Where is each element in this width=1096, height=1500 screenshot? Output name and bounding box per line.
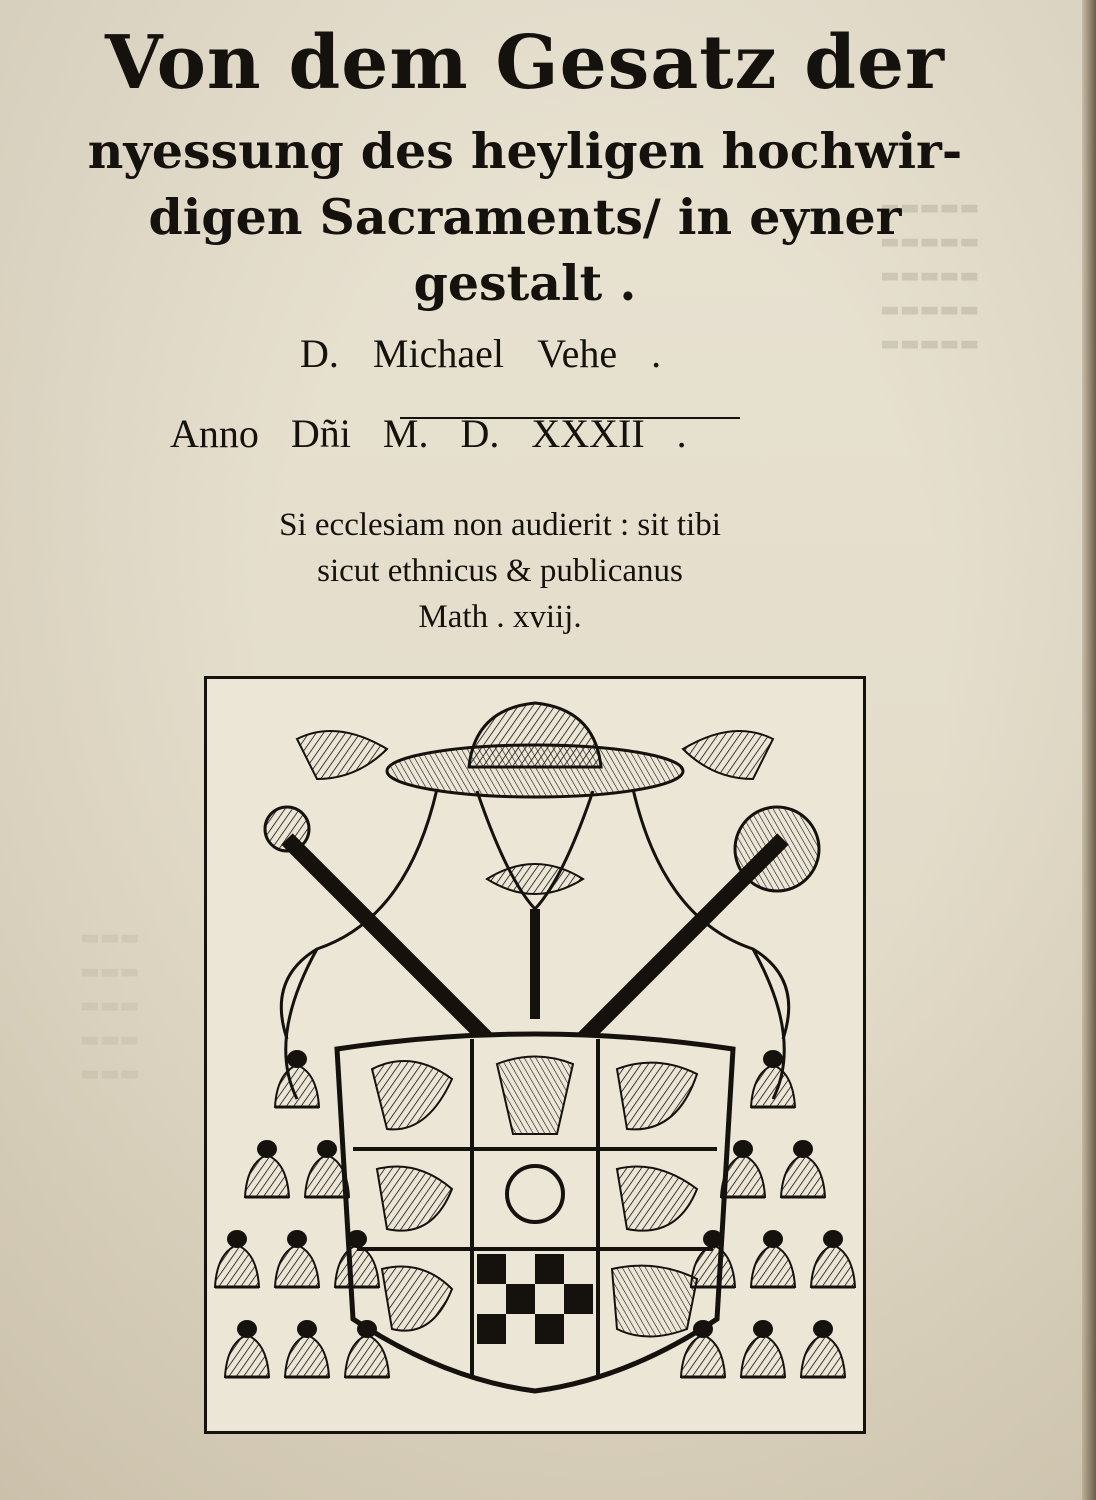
title-block — [60, 8, 990, 316]
date-line: Anno Dñi M. D. XXXII . — [170, 411, 687, 456]
title-line-1: Von dem Gesatz der — [104, 20, 946, 106]
motto-line-3: Math . xviij. — [418, 599, 582, 635]
author-line: D. Michael Vehe . — [300, 331, 662, 376]
title-line-3: digen Sacraments/ in eyner — [148, 188, 902, 246]
title-line-4: gestalt . — [413, 254, 637, 312]
show-through-text-left: ▬▬▬ ▬▬▬ ▬▬▬ ▬▬▬ ▬▬▬ — [80, 925, 140, 1085]
page-edge — [1082, 0, 1096, 1500]
motto-line-2: sicut ethnicus & publicanus — [317, 553, 683, 589]
title-line-2: nyessung des heyligen hochwir- — [87, 122, 963, 180]
motto — [200, 502, 800, 640]
woodcut-frame — [204, 676, 866, 1434]
shield-icon — [337, 1034, 733, 1391]
coat-of-arms-woodcut — [207, 679, 863, 1431]
motto-line-1: Si ecclesiam non audierit : sit tibi — [279, 507, 721, 543]
show-through-text: ▬▬▬▬▬ ▬▬▬▬▬ ▬▬▬▬▬ ▬▬▬▬▬ ▬▬▬▬▬ — [880, 195, 980, 355]
crossed-staffs-icon — [265, 807, 819, 1039]
galero-hat-icon — [297, 703, 773, 797]
